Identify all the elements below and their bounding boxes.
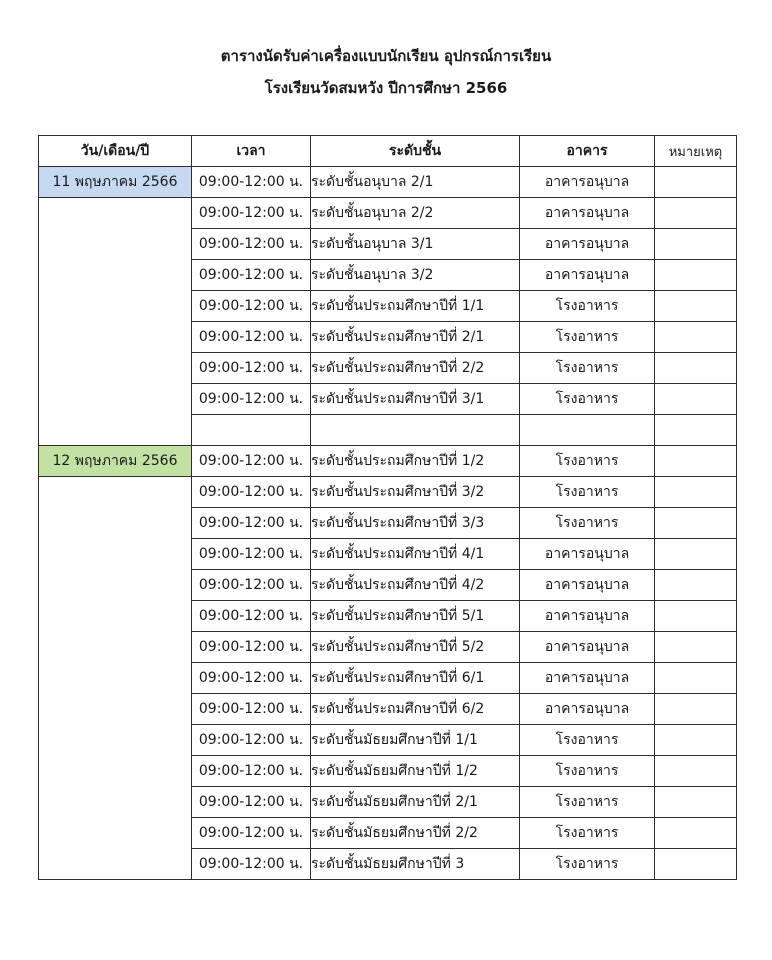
header-note: หมายเหตุ bbox=[655, 136, 737, 167]
date-label: 12 พฤษภาคม 2566 bbox=[39, 446, 191, 477]
date-cell bbox=[39, 446, 192, 880]
header-row bbox=[39, 136, 737, 167]
time-cell: 09:00-12:00 น. bbox=[192, 446, 311, 477]
level-cell: ระดับชั้นมัธยมศึกษาปีที่ 1/1 bbox=[311, 725, 520, 756]
note-cell bbox=[655, 570, 737, 601]
level-cell: ระดับชั้นอนุบาล 2/2 bbox=[311, 198, 520, 229]
time-cell: 09:00-12:00 น. bbox=[192, 229, 311, 260]
building-cell: โรงอาหาร bbox=[520, 849, 655, 880]
note-cell bbox=[655, 756, 737, 787]
time-cell: 09:00-12:00 น. bbox=[192, 570, 311, 601]
level-cell: ระดับชั้นประถมศึกษาปีที่ 2/1 bbox=[311, 322, 520, 353]
building-cell: โรงอาหาร bbox=[520, 477, 655, 508]
building-cell: อาคารอนุบาล bbox=[520, 260, 655, 291]
level-cell: ระดับชั้นประถมศึกษาปีที่ 4/1 bbox=[311, 539, 520, 570]
note-cell bbox=[655, 725, 737, 756]
building-cell: โรงอาหาร bbox=[520, 756, 655, 787]
level-cell: ระดับชั้นประถมศึกษาปีที่ 3/3 bbox=[311, 508, 520, 539]
building-cell: โรงอาหาร bbox=[520, 725, 655, 756]
note-cell bbox=[655, 384, 737, 415]
header-building: อาคาร bbox=[520, 136, 655, 167]
time-cell: 09:00-12:00 น. bbox=[192, 353, 311, 384]
document-subtitle: โรงเรียนวัดสมหวัง ปีการศึกษา 2566 bbox=[264, 79, 508, 97]
note-cell bbox=[655, 818, 737, 849]
building-cell: โรงอาหาร bbox=[520, 787, 655, 818]
time-cell: 09:00-12:00 น. bbox=[192, 756, 311, 787]
note-cell bbox=[655, 477, 737, 508]
building-cell: โรงอาหาร bbox=[520, 508, 655, 539]
schedule-table bbox=[38, 135, 737, 880]
time-cell: 09:00-12:00 น. bbox=[192, 260, 311, 291]
level-cell: ระดับชั้นมัธยมศึกษาปีที่ 2/2 bbox=[311, 818, 520, 849]
time-cell: 09:00-12:00 น. bbox=[192, 167, 311, 198]
table-row bbox=[39, 167, 737, 198]
building-cell: โรงอาหาร bbox=[520, 291, 655, 322]
time-cell: 09:00-12:00 น. bbox=[192, 322, 311, 353]
level-cell: ระดับชั้นประถมศึกษาปีที่ 6/1 bbox=[311, 663, 520, 694]
note-cell bbox=[655, 601, 737, 632]
note-cell bbox=[655, 849, 737, 880]
building-cell: อาคารอนุบาล bbox=[520, 229, 655, 260]
time-cell: 09:00-12:00 น. bbox=[192, 787, 311, 818]
building-cell: อาคารอนุบาล bbox=[520, 539, 655, 570]
building-cell: อาคารอนุบาล bbox=[520, 570, 655, 601]
note-cell bbox=[655, 663, 737, 694]
building-cell: อาคารอนุบาล bbox=[520, 663, 655, 694]
level-cell: ระดับชั้นประถมศึกษาปีที่ 1/1 bbox=[311, 291, 520, 322]
time-cell: 09:00-12:00 น. bbox=[192, 539, 311, 570]
note-cell bbox=[655, 167, 737, 198]
level-cell: ระดับชั้นประถมศึกษาปีที่ 1/2 bbox=[311, 446, 520, 477]
level-cell: ระดับชั้นอนุบาล 3/1 bbox=[311, 229, 520, 260]
level-cell: ระดับชั้นประถมศึกษาปีที่ 4/2 bbox=[311, 570, 520, 601]
level-cell bbox=[311, 415, 520, 446]
note-cell bbox=[655, 198, 737, 229]
time-cell: 09:00-12:00 น. bbox=[192, 198, 311, 229]
building-cell: อาคารอนุบาล bbox=[520, 632, 655, 663]
time-cell: 09:00-12:00 น. bbox=[192, 694, 311, 725]
building-cell: โรงอาหาร bbox=[520, 818, 655, 849]
time-cell: 09:00-12:00 น. bbox=[192, 477, 311, 508]
time-cell: 09:00-12:00 น. bbox=[192, 384, 311, 415]
note-cell bbox=[655, 353, 737, 384]
time-cell: 09:00-12:00 น. bbox=[192, 632, 311, 663]
time-cell bbox=[192, 415, 311, 446]
note-cell bbox=[655, 632, 737, 663]
header-level: ระดับชั้น bbox=[311, 136, 520, 167]
table-row bbox=[39, 446, 737, 477]
level-cell: ระดับชั้นประถมศึกษาปีที่ 5/2 bbox=[311, 632, 520, 663]
header-time: เวลา bbox=[192, 136, 311, 167]
note-cell bbox=[655, 229, 737, 260]
building-cell: อาคารอนุบาล bbox=[520, 601, 655, 632]
time-cell: 09:00-12:00 น. bbox=[192, 818, 311, 849]
level-cell: ระดับชั้นมัธยมศึกษาปีที่ 3 bbox=[311, 849, 520, 880]
time-cell: 09:00-12:00 น. bbox=[192, 725, 311, 756]
building-cell: อาคารอนุบาล bbox=[520, 198, 655, 229]
building-cell: อาคารอนุบาล bbox=[520, 167, 655, 198]
note-cell bbox=[655, 415, 737, 446]
level-cell: ระดับชั้นประถมศึกษาปีที่ 3/2 bbox=[311, 477, 520, 508]
note-cell bbox=[655, 260, 737, 291]
building-cell: โรงอาหาร bbox=[520, 322, 655, 353]
time-cell: 09:00-12:00 น. bbox=[192, 291, 311, 322]
note-cell bbox=[655, 322, 737, 353]
date-cell bbox=[39, 167, 192, 446]
level-cell: ระดับชั้นมัธยมศึกษาปีที่ 2/1 bbox=[311, 787, 520, 818]
level-cell: ระดับชั้นอนุบาล 3/2 bbox=[311, 260, 520, 291]
time-cell: 09:00-12:00 น. bbox=[192, 508, 311, 539]
level-cell: ระดับชั้นอนุบาล 2/1 bbox=[311, 167, 520, 198]
time-cell: 09:00-12:00 น. bbox=[192, 663, 311, 694]
document-title: ตารางนัดรับค่าเครื่องแบบนักเรียน อุปกรณ์การเรียน bbox=[220, 47, 552, 65]
note-cell bbox=[655, 539, 737, 570]
building-cell bbox=[520, 415, 655, 446]
level-cell: ระดับชั้นมัธยมศึกษาปีที่ 1/2 bbox=[311, 756, 520, 787]
building-cell: โรงอาหาร bbox=[520, 446, 655, 477]
building-cell: โรงอาหาร bbox=[520, 384, 655, 415]
level-cell: ระดับชั้นประถมศึกษาปีที่ 3/1 bbox=[311, 384, 520, 415]
building-cell: โรงอาหาร bbox=[520, 353, 655, 384]
note-cell bbox=[655, 291, 737, 322]
time-cell: 09:00-12:00 น. bbox=[192, 601, 311, 632]
note-cell bbox=[655, 787, 737, 818]
schedule-body bbox=[39, 167, 737, 880]
building-cell: อาคารอนุบาล bbox=[520, 694, 655, 725]
time-cell: 09:00-12:00 น. bbox=[192, 849, 311, 880]
note-cell bbox=[655, 446, 737, 477]
level-cell: ระดับชั้นประถมศึกษาปีที่ 5/1 bbox=[311, 601, 520, 632]
note-cell bbox=[655, 508, 737, 539]
note-cell bbox=[655, 694, 737, 725]
level-cell: ระดับชั้นประถมศึกษาปีที่ 6/2 bbox=[311, 694, 520, 725]
level-cell: ระดับชั้นประถมศึกษาปีที่ 2/2 bbox=[311, 353, 520, 384]
header-date: วัน/เดือน/ปี bbox=[39, 136, 192, 167]
date-label: 11 พฤษภาคม 2566 bbox=[39, 167, 191, 198]
